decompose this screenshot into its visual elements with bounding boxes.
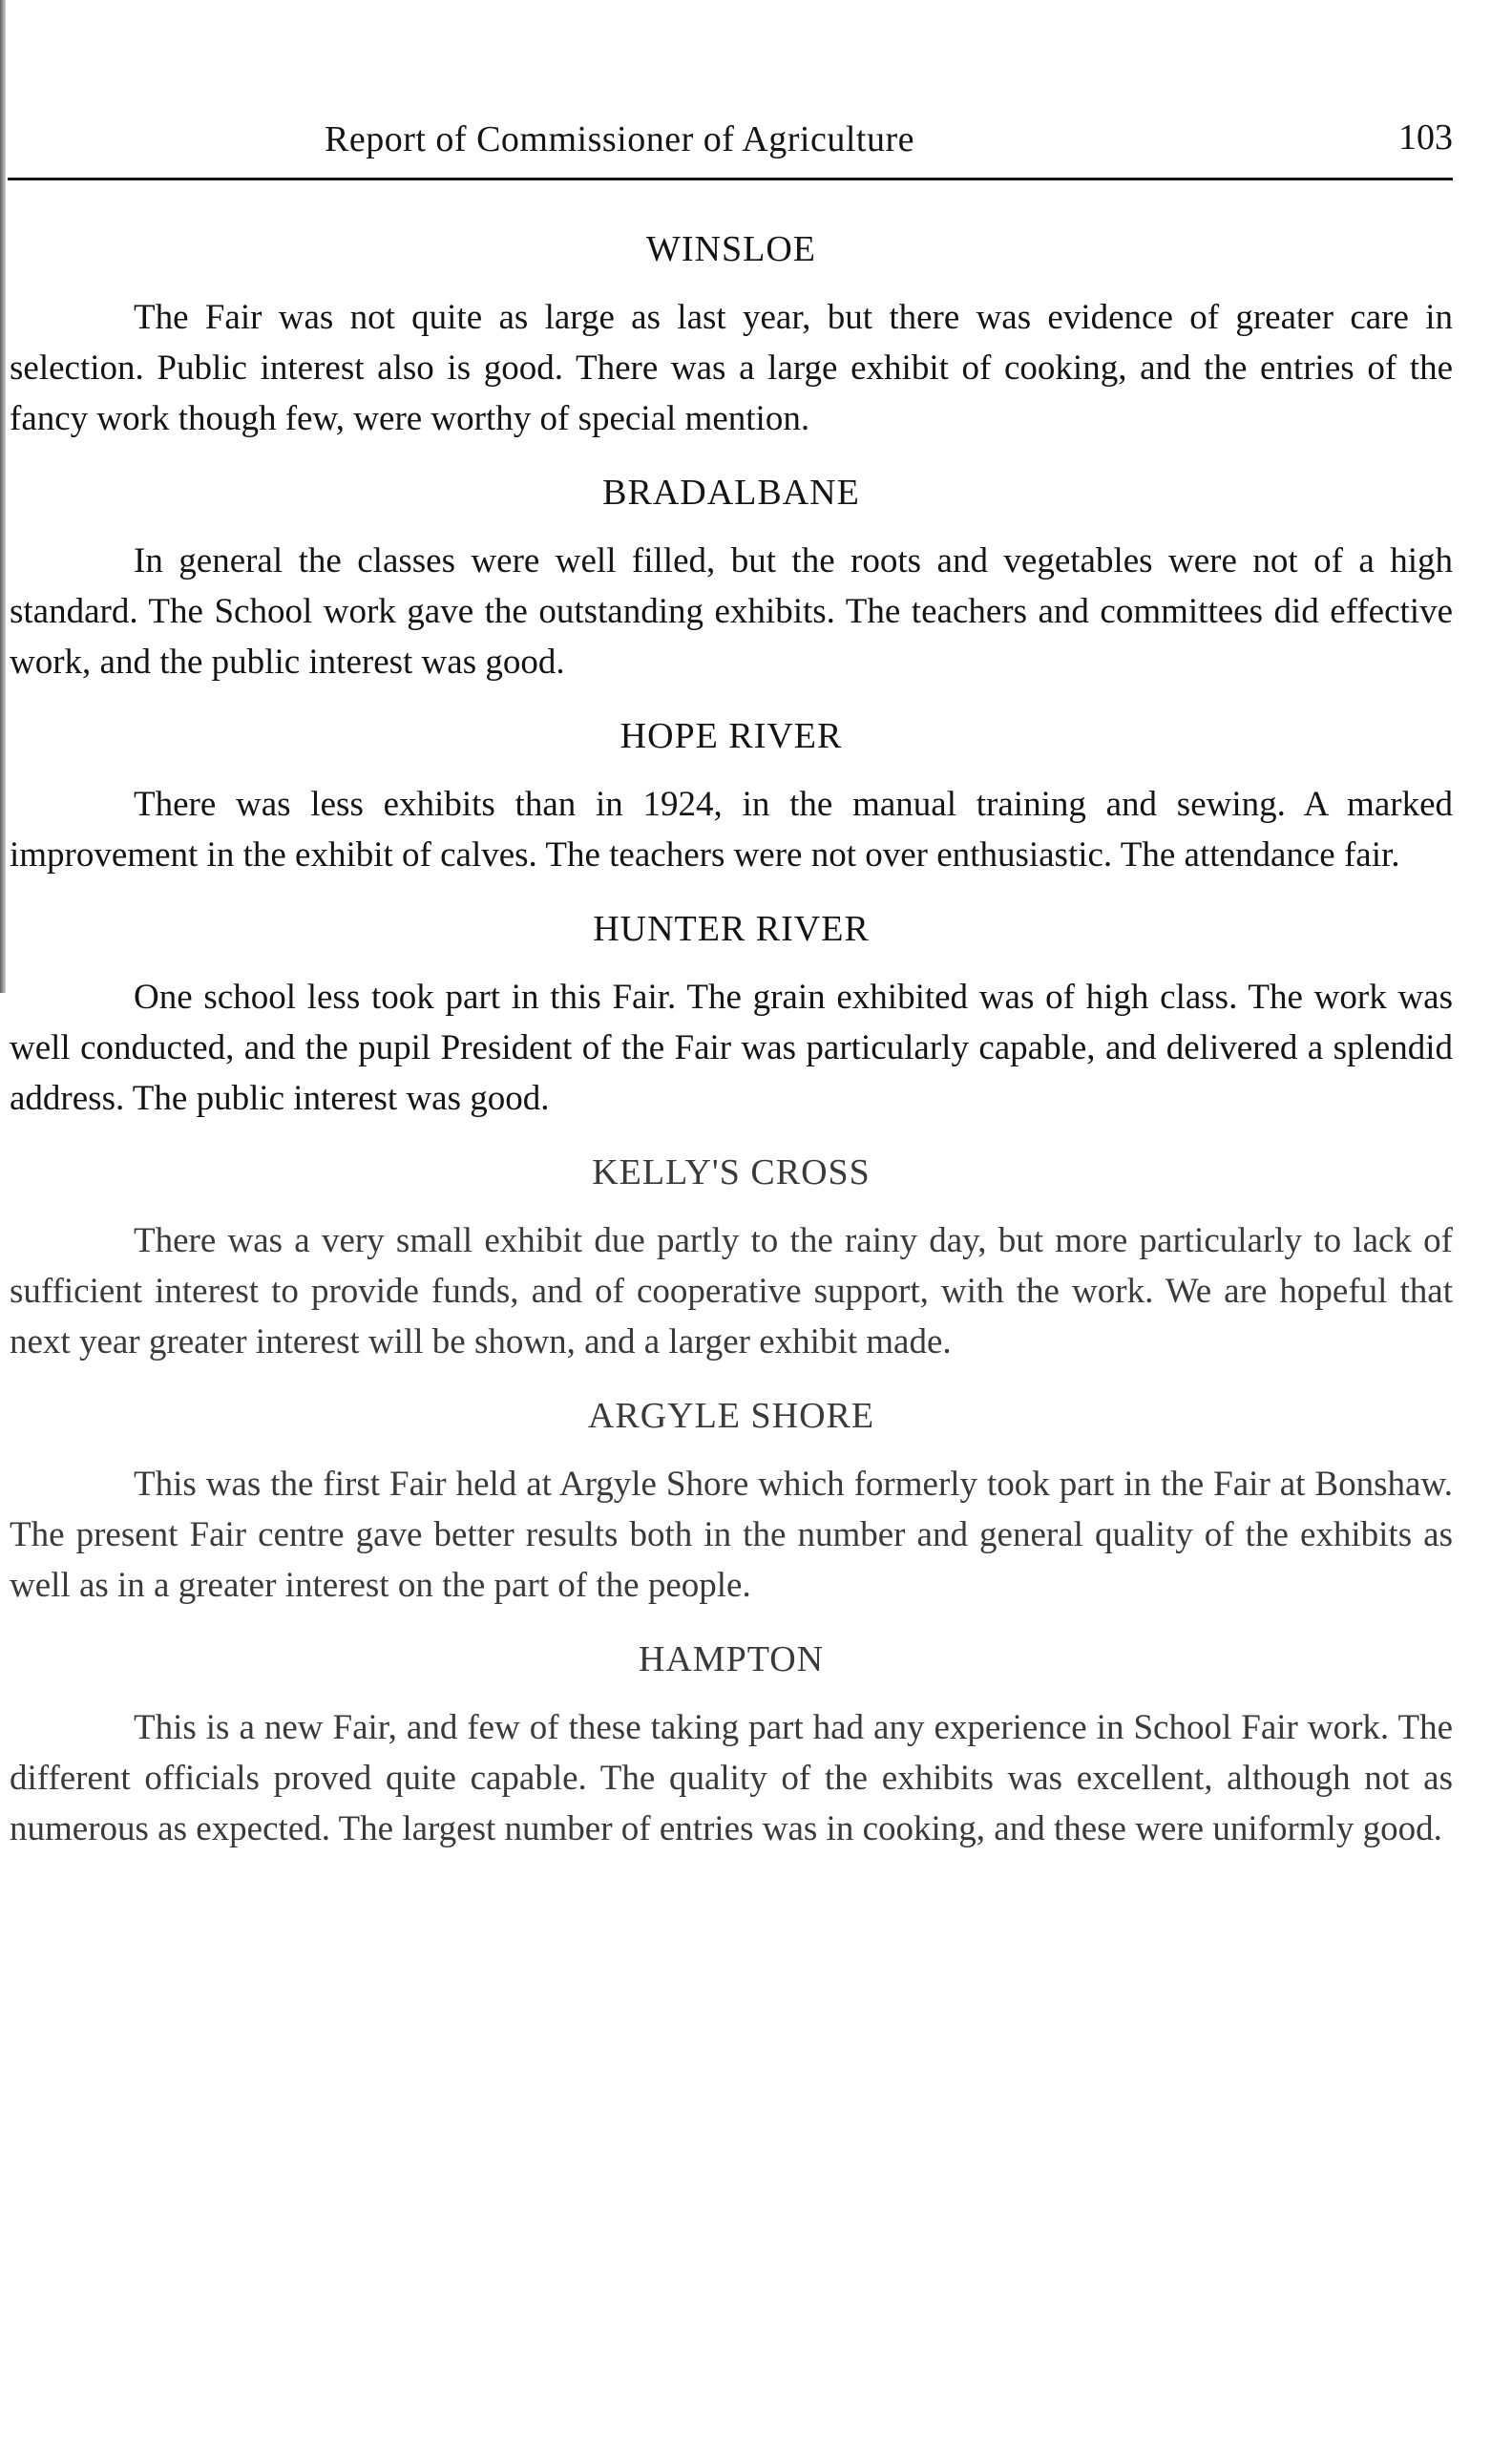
section-hunter-river [10,905,1453,1124]
report-body [10,225,1453,1879]
scan-page-edge [0,0,6,993]
page-number: 103 [1398,117,1453,158]
section-kellys-cross [10,1149,1453,1367]
section-heading: HAMPTON [638,1639,825,1679]
section-argyle-shore [10,1392,1453,1611]
section-heading: KELLY'S CROSS [592,1152,871,1192]
section-paragraph: The Fair was not quite as large as last year, but there was evidence of greater care in selection. Public interest also is good. There was a large exhibit of cooking, and the entries of the fancy work though few, were worthy of special mention. [10,298,1453,438]
section-heading: ARGYLE SHORE [587,1396,875,1436]
section-paragraph: There was less exhibits than in 1924, in the manual training and sewing. A marked improvement in the exhibit of calves. The teachers were not over enthusiastic. The attendance fair. [10,785,1453,875]
section-bradalbane [10,469,1453,687]
section-paragraph: There was a very small exhibit due partly to the rainy day, but more particularly to lack of sufficient interest to provide funds, and of cooperative support, with the work. We are hopeful that next year greater interest will be shown, and a larger exhibit made. [10,1221,1453,1361]
section-heading: WINSLOE [646,229,816,269]
section-heading: BRADALBANE [602,473,860,513]
running-header-title: Report of Commissioner of Agriculture [325,119,914,159]
header-rule [8,178,1453,180]
section-paragraph: This was the first Fair held at Argyle Shore which formerly took part in the Fair at Bonshaw. The present Fair centre gave better results both in the number and general quality of the exhibits as well as in a greater interest on the part of the people. [10,1465,1453,1605]
section-heading: HOPE RIVER [620,716,843,756]
section-winsloe [10,225,1453,444]
section-hope-river [10,712,1453,880]
section-paragraph: This is a new Fair, and few of these taking part had any experience in School Fair work. The different officials proved quite capable. The quality of the exhibits was excellent, although not as numerous as expected. The largest number of entries was in cooking, and these were uniformly good. [10,1708,1453,1848]
section-paragraph: In general the classes were well filled, but the roots and vegetables were not of a high standard. The School work gave the outstanding exhibits. The teachers and committees did effective work, and the public interest was good. [10,541,1453,682]
section-paragraph: One school less took part in this Fair. The grain exhibited was of high class. The work was well conducted, and the pupil President of the Fair was particularly capable, and delivered a splendid address. The public interest was good. [10,978,1453,1118]
page-header [325,113,1453,166]
section-heading: HUNTER RIVER [593,909,870,949]
section-hampton [10,1636,1453,1854]
